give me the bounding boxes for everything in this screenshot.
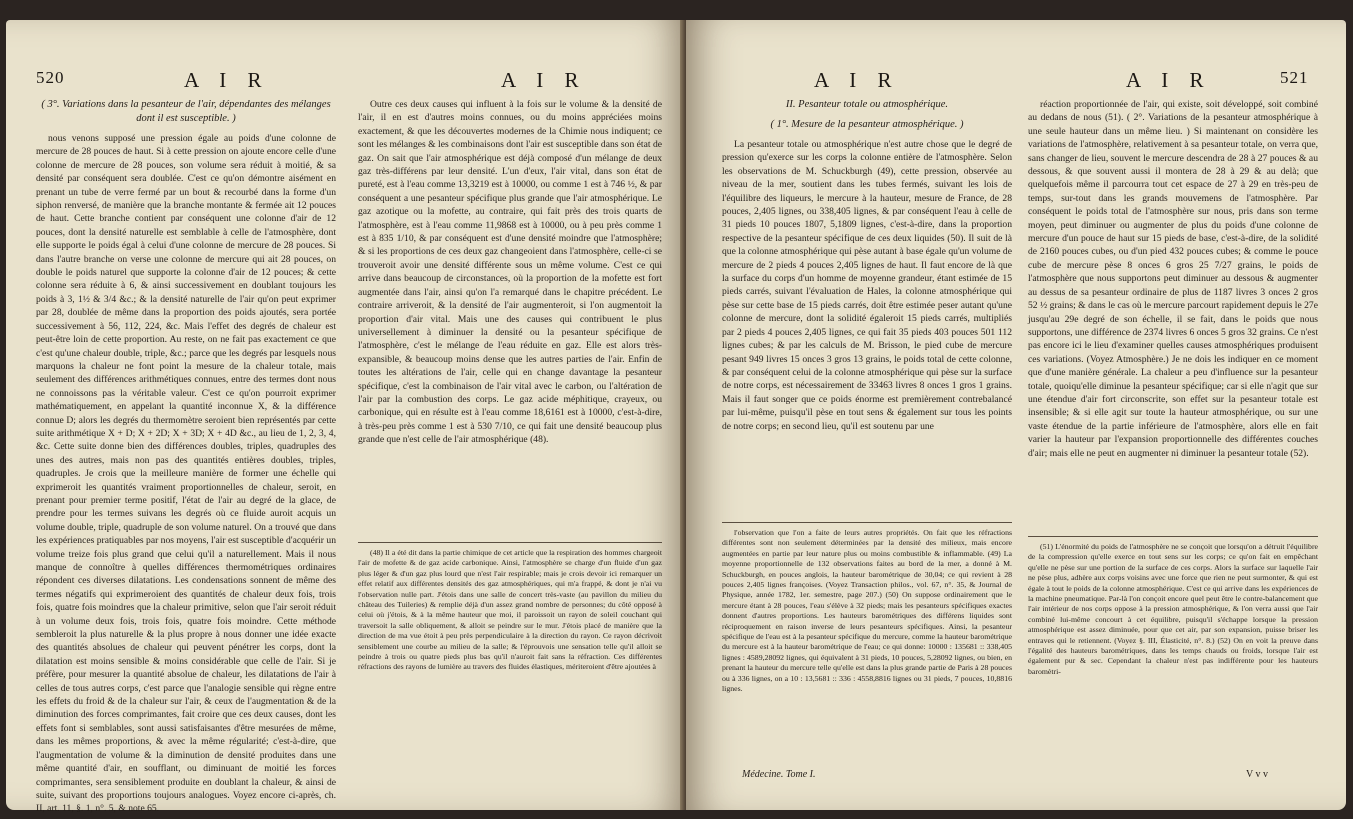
right-footnote-2 bbox=[1028, 542, 1318, 772]
body-text: nous venons supposé une pression égale au poids d'une colonne de mercure de 28 pouces de haut. Si à cette pression on ajoute encore celle d'une colonne de mercure de 28 pouces, son volume sera réduit à moitié, & sa densité par conséquent sera doublée. C'est ce qu'on démontre aisément en prenant un tube de verre fermé par un bout & recourbé dans la forme d'un siphon renversé, de manière que la branche montante & fermée ait 12 pouces de haut. Cette branche contient par conséquent une colonne d'air de 12 pouces, dont la densité naturelle est semblable à celle de l'atmosphère, dont elle supporte le poids égal à celui d'une colonne de mercure de 28 pouces. Si dans l'autre branche on verse une colonne de mercure qui ait 28 pouces, on double le poids naturel que supporte la colonne d'air de 12 pouces; & cette colonne sera réduite à 6, & ainsi successivement en doublant toujours les poids à 3, 1½ & 3/4 &c.; & la densité naturelle de l'air qu'on peut exprimer par 28, doublée de même dans la proportion des poids ajoutés, sera portée successivement à 56, 112, 224, &c. Mais l'effet des degrés de chaleur est peut-être loin de cette proportion. Au reste, on ne fait pas exactement ce que c'est qu'une chaleur double, triple, &c.; parce que les degrés par lesquels nous marquons la chaleur ne font point la mesure de la chaleur totale, mais seulement des différences arithmétiques connues, entre des termes dont nous ne connoissons pas la véritable valeur. C'est ce qu'on pourroit exprimer mathématiquement, en appelant la quantité inconnue X, & la différence connue D; alors les degrés du thermomètre seroient bien représentés par cette suite arithmétique X + D; X + 2D; X + 3D; X + 4D &c., au lieu de 1, 2, 3, 4, &c. Cette suite donne bien des différences doubles, triples, quadruples des unes des autres, mais non pas des quantités entières doubles, triples, quadruples. Je crois que la meilleure manière de former une échelle qui exprimeroit les quantités vraiment proportionnelles de chaleur, seroit, en prenant pour premier terme positif, l'état de l'air au degré de la glace, de prendre pour les termes suivans les degrés où ce fluide auroit acquis un volume double, triple, quadruple de son volume naturel. On a trouvé que dans les expériences pratiquables par nos moyens, l'air est susceptible d'acquérir un volume treize fois plus grand que celui qu'il a naturellement. Mais il nous manque de connoître à quelles différences thermométriques ordinaires répondent ces diverses dilatations. Les condensations sonnent de même des termes négatifs qui exprimeroient des quantités de chaleur deux fois, trois fois, quatre fois moindres que la chaleur primitive, selon que l'air seroit réduit à un volume deux fois, trois fois, quatre fois moindre. Cette méthode sembleroit la plus naturelle & la plus propre à nous donner une idée exacte des quantités absolues de chaleur qui peuvent pénétrer les corps, dont la dilatation est moins sensible & moins considérable que celle de l'air. Si je préfère, pour mesurer la quantité absolue de chaleur, les dilatations de l'air à celles de tous autres corps, c'est parce que l'analogie sensible qui règne entre les effets du froid & de la chaleur sur l'air, & ceux de l'augmentation & de la diminution des forces comprimantes, fait croire que ces deux causes, dont les effets font si semblables, sont aussi satisfaisantes d'être mesurées de même, dans les mêmes proportions, & avec la même régularité; c'est-à-dire, que l'augmentation de volume & la diminution de densité produites dans une même quantité d'air, en soufflant, ou diminuant de moitié les forces comprimantes, sera sensiblement produite en doublant la chaleur, & ainsi de suite, suivant des proportions toujours analogues. Voyez encore ci-après, ch. II, art. 11, §. 1, n°. 5, & note 65. bbox=[36, 133, 336, 815]
body-text: réaction proportionnée de l'air, qui existe, soit développé, soit combiné au dedans de nous (51). ( 2°. Variations de la pesanteur atmosphérique à une seule hauteur dans un même lieu. ) Si maintenant on considère les variations de l'atmosphère, relativement à sa pesanteur totale, on verra que, sans changer de lieu, souvent le mercure descendra de 28 à 27 pouces & au dessous, & que souvent aussi il montera de 28 à 29 & au delà; que quelquefois même il parcourra tout cet espace de 27 à 29 en très-peu de temps, sur-tout dans les grands mouvemens de l'atmosphère. Par conséquent le poids total de l'atmosphère sur nous, pris dans son terme moyen, peut diminuer ou augmenter de plus du poids d'une colonne de mercure d'un pouce de haut sur 15 pieds de base, c'est-à-dire, de la solidité de 2160 pouces cubes, ou d'un pied 432 pouces cubes; & comme le pouce cube de mercure pèse 8 onces 6 gros 25 7/27 grains, le poids de l'atmosphère que nous supportons peut diminuer au dessous & augmenter au dessus de sa pesanteur ordinaire de plus de 1187 livres 3 onces 2 gros 52 ½ grains; & dans le cas où le mercure parcourt rapidement depuis le 27e jusqu'au 29e degré de son échelle, il se fait, dans le poids que nous supportons, une différence de 2374 livres 6 onces 5 gros 32 grains. Ce n'est pas encore ici le lieu d'examiner quelles causes atmosphériques produisent ces variations. (Voyez Atmosphère.) Je ne dois les indiquer en ce moment que d'une manière générale. La chaleur a peu d'influence sur la pesanteur totale, quoiqu'elle diminue la pesanteur spécifique; car si elle n'agit que sur une étendue d'air fort circonscrite, son effet sur la pesanteur totale est insensible; & si elle agit sur toute la hauteur atmosphérique, ou sur une vaste étendue de la partie inférieure de l'atmosphère, alors elle en fait varier la hauteur par l'expansion proportionnelle des différentes couches d'air; mais elle ne peut en augmenter ni diminuer la pesanteur totale (52). bbox=[1028, 99, 1318, 459]
left-footnote bbox=[358, 548, 662, 798]
signature-mark: Médecine. Tome I. bbox=[742, 769, 816, 780]
right-column-2 bbox=[1028, 98, 1318, 532]
section-title: II. Pesanteur totale ou atmosphérique. bbox=[785, 99, 949, 110]
left-column-2 bbox=[358, 98, 662, 538]
body-text: La pesanteur totale ou atmosphérique n'est autre chose que le degré de pression qu'exerce sur les corps la colonne entière de l'atmosphère. Selon les observations de M. Schuckburgh (49), cette pression, observée au niveau de la mer, soutient dans les tubes fermés, suivant les lois de l'équilibre des liqueurs, le mercure à la hauteur, mesure de France, de 28 pouces, 2,405 lignes, ou 338,405 lignes, & par conséquent l'eau à celle de 31 pieds 10 pouces 1807, 5,1809 lignes, c'est-à-dire, dans la proportion respective de la pesanteur spécifique de ces deux liquides (50). Il suit de là que la colonne atmosphérique qui pèse autant à base égale qu'un volume de mercure de 2 pieds 4 pouces 2,405 lignes de haut. Il faut encore de là que la surface du corps d'un homme de moyenne grandeur, étant estimée de 15 pieds carrés, suivant l'évaluation de Hales, la colonne atmosphérique qui pèse sur cette base de 15 pieds carrés, doit être estimée peser autant qu'une colonne de mercure, dont la solidité égaleroit 15 pieds carrés, multipliés par 2 pieds 4 pouces 2,405 lignes, ce qui fait 35 pieds 403 pouces 501 112 lignes cubes; & par les calculs de M. Brisson, le pied cube de mercure pesant 949 livres 15 onces 3 gros 13 grains, le poids total de cette colonne, & par conséquent celui de la colonne atmosphérique qui pèse sur la surface de notre corps, est nécessairement de 33463 livres 8 onces 1 gros 1 grains. Mais il faut songer que ce poids énorme est premièrement contrebalancé par lui-même, puisqu'il pèse en tout sens & également sur tous les points de notre corps; en second lieu, qu'il est soutenu par une bbox=[722, 139, 1012, 432]
right-running-head-col2: A I R bbox=[1126, 68, 1212, 92]
footnote-text: l'observation que l'on a faite de leurs autres propriétés. On fait que les réfractions différentes sont non seulement déterminées par la densité des milieux, mais encore augmentées en partie par leur nature plus ou moins combustible & inflammable. (49) La moyenne proportionnelle de 132 observations faites au bord de la mer, a donné à M. Schuckburgh, en pouces anglois, la hauteur barométrique de 30,04; ce qui revient à 28 pouces 2,405 lignes françoises. (Voyez Transaction philos., vol. 67, n°. 35, & Journal de Physique, année 1782, 1er. semestre, page 207.) (50) On suppose ordinairement que le mercure étant à 28 pouces, l'eau s'élève à 32 pieds; mais les pesanteurs spécifiques exactes donnent d'autres proportions. Les hauteurs barométriques des différens liquides sont réciproquement en raison inverse de leurs pesanteurs spécifiques. Ainsi, la pesanteur spécifique de l'eau est à la pesanteur spécifique du mercure, comme la hauteur barométrique du mercure est à la hauteur barométrique de l'eau; ce qui donne: 10000 : 135681 :: 338,405 lignes : 4589,28092 lignes, qui équivalent à 31 pieds, 10 pouces, 5,28092 lignes, ou bien, en prenant la hauteur du mercure telle qu'elle est dans la plus grande partie de Paris à 28 pouces ou à 336 lignes, on a 10 : 13,5681 :: 336 : 4558,8816 lignes ou 31 pieds, 7 pouces, 10,8816 lignes. bbox=[722, 528, 1012, 694]
subsection-heading: ( 1°. Mesure de la pesanteur atmosphérique. ) bbox=[770, 119, 964, 130]
footnote-rule bbox=[358, 542, 662, 543]
right-footnote-1 bbox=[722, 528, 1012, 773]
left-running-head-col2: A I R bbox=[501, 68, 587, 92]
right-page bbox=[686, 20, 1346, 810]
footnote-rule bbox=[1028, 536, 1318, 537]
right-page-number: 521 bbox=[1280, 68, 1309, 87]
right-running-head-col1: A I R bbox=[814, 68, 900, 92]
footnote-rule bbox=[722, 522, 1012, 523]
left-page-number: 520 bbox=[36, 68, 65, 87]
left-running-head-col1: A I R bbox=[184, 68, 270, 92]
gathering-mark: V v v bbox=[1246, 769, 1269, 780]
section-heading: ( 3°. Variations dans la pesanteur de l'air, dépendantes des mélanges dont il est susceptible. ) bbox=[41, 99, 331, 124]
right-column-1 bbox=[722, 98, 1012, 518]
body-text: Outre ces deux causes qui influent à la fois sur le volume & la densité de l'air, il en est d'autres moins connues, ou du moins appréciées moins exactement, & que les découvertes modernes de la Chimie nous indiquent; ce sont les mélanges & les combinaisons dont l'air est susceptible dans son état de gaz. On sait que l'air atmosphérique est déjà composé d'un mélange de deux gaz très-différens par leur densité. L'un d'eux, l'air vital, dans son état de pureté, est à l'eau comme 13,3219 est à 10000, ou comme 1 est à 746 ½, & par conséquent a une pesanteur spécifique plus grande que l'air atmosphérique. Le gaz azotique ou la mofette, au contraire, qui fait près des trois quarts de l'atmosphère, est à l'eau comme 11,9868 est à 10000, ou à peu près comme 1 est à 835 1/10, & par conséquent est d'une densité moindre que l'atmosphère; & si les proportions de ces deux gaz changeoient dans l'atmosphère, celle-ci se trouveroit avoir une densité différente sous un même volume. C'est ce qui arrive dans beaucoup de circonstances, où la proportion de la mofette est fort augmentée dans l'air, ainsi qu'on l'a remarqué dans le chapitre précédent. Le contraire arriveroit, & la densité de l'air augmenteroit, si l'on augmentoit la proportion d'air vital. Mais une des causes qui contribuent le plus universellement à diminuer la densité ou la pesanteur spécifique de l'atmosphère, c'est le mélange de l'eau réduite en gaz. Elle est alors très-expansible, & beaucoup moins dense que les autres parties de l'air. Enfin de toutes les altérations de l'air, celle qui en change davantage la pesanteur spécifique, c'est la combinaison de l'air vital avec le carbon, ou l'altération de l'air par la combustion des corps. Le gaz acide méphitique, crayeux, ou carbonique, qui en résulte est à l'eau comme 18,6161 est à 10000, c'est-à-dire, à très-peu près comme 1 est à 530 7/10, ce qui fait une densité beaucoup plus grande que n'est celle de l'air atmosphérique (48). bbox=[358, 99, 662, 446]
footnote-text: (51) L'énormité du poids de l'atmosphère ne se conçoit que lorsqu'on a détruit l'équilibre de la compression qu'elle exerce en tout sens sur les corps; ce qu'on fait en empêchant qu'elle ne pèse sur une portion de la surface de ces corps. Alors la surface sur laquelle l'air ne pèse plus, adhère aux corps voisins avec une force que rien ne peut surmonter, & qui est égale à tout le poids de la colonne atmosphérique. C'est ce qui arrive dans les expériences de la machine pneumatique. Par-là l'on conçoit encore quel peut être le contre-balancement que l'air intérieur de nos corps oppose à la pression atmosphérique, & l'on verra aussi que l'air combiné lui-même concourt à cet équilibre, puisqu'il s'échappe lorsque la pression atmosphérique est assez diminuée, pour que cet air, par son expansion, puisse briser les entraves qui le retiennent. (Voyez §. III, Élasticité, n°. 8.) (52) On en voit la preuve dans l'égalité des hauteurs barométriques, dans les temps chauds ou froids, lorsque l'air est également pur & sec. Cependant la chaleur n'est pas indifférente pour les hauteurs baromètri- bbox=[1028, 542, 1318, 676]
left-page bbox=[6, 20, 686, 815]
footnote-text: (48) Il a été dit dans la partie chimique de cet article que la respiration des hommes chargeoit l'air de mofette & de gaz acide carbonique. Ainsi, l'atmosphère se charge d'un fluide d'un gaz plus léger & d'un gaz plus lourd que n'est l'air respirable; mais je crois devoir ici remarquer un effet relatif aux différentes densités des gaz atmosphériques, qui m'a frappé, & dont je n'ai vu l'observation nulle part. J'étois dans une salle de concert très-vaste (au pavillon du milieu du château des Tuileries) & remplie déjà d'un assez grand nombre de personnes; du côté opposé à celui où j'étois, & à la même hauteur que moi, il paroissoit un rayon de soleil couchant qui traversoit la salle obliquement, & alloit se peindre sur le mur. J'étois placé de manière que la direction de ma vue étoit à peu près perpendiculaire à la direction du rayon. Ce rayon décrivoit sensiblement une courbe au milieu de la salle; & l'éprouvois une sensation telle qu'il alloit se peindre à trois ou quatre pieds plus bas qu'il n'auroit fait sans la réfraction. Ces différentes réfractions des rayons de lumière au travers des fluides élastiques, mériteroient d'être ajoutées à bbox=[358, 548, 662, 672]
left-column-1 bbox=[36, 98, 336, 815]
